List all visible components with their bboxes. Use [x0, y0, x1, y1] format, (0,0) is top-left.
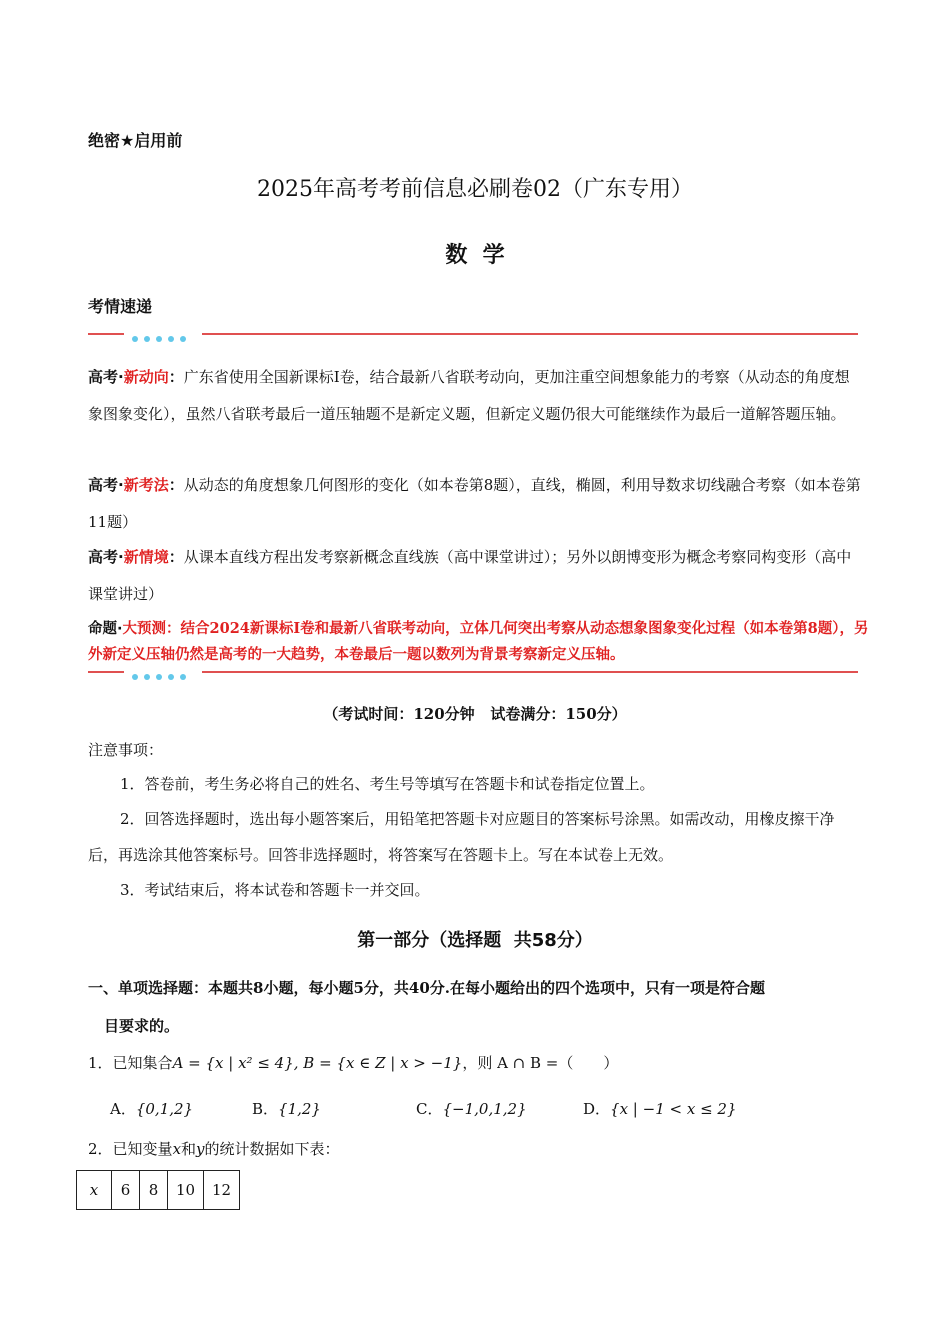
question-1: 1．已知集合A = {x | x² ≤ 4}, B = {x ∈ Z | x > −1}，则 A ∩ B =（ ） [88, 1054, 619, 1072]
q1-option-c[interactable]: C．{−1,0,1,2} [416, 1100, 527, 1118]
q2-data-table [76, 1170, 240, 1210]
subject-title: 数 学 [445, 243, 505, 268]
exam-info: （考试时间：120分钟 试卷满分：150分） [323, 705, 627, 723]
divider-bottom [88, 665, 858, 679]
notice-item-2: 2．回答选择题时，选出每小题答案后，用铅笔把答题卡对应题目的答案标号涂黑。如需改动，用橡皮擦干净后，再选涂其他答案标号。回答非选择题时，将答案写在答题卡上。写在本试卷上无效。 [88, 810, 835, 864]
table-header-cell: x [77, 1171, 112, 1210]
overview-item-new-context: 高考·新情境：从课本直线方程出发考察新概念直线族（高中课堂讲过）；另外以朗博变形为概念考察同构变形（高中课堂讲过） [88, 548, 852, 603]
overview-heading: 考情速递 [88, 297, 153, 316]
q1-option-b[interactable]: B．{1,2} [252, 1100, 321, 1118]
notice-item-1: 1．答卷前，考生务必将自己的姓名、考生号等填写在答题卡和试卷指定位置上。 [120, 775, 655, 793]
section-one-heading-cont: 目要求的。 [104, 1017, 180, 1035]
table-cell: 6 [112, 1171, 140, 1210]
overview-item-new-method: 高考·新考法：从动态的角度想象几何图形的变化（如本卷第8题），直线，椭圆，利用导数求切线融合考察（如本卷第11题） [88, 476, 861, 531]
set-b: , B = {x ∈ Z | x > −1} [293, 1054, 463, 1072]
overview-item-prediction: 命题·大预测：结合2024新课标Ⅰ卷和最新八省联考动向，立体几何突出考察从动态想象图象变化过程（如本卷第8题），另外新定义压轴仍然是高考的一大趋势，本卷最后一题以数列为背景考察新定义压轴。 [88, 620, 869, 663]
divider-top [88, 327, 858, 341]
section-one-heading: 一、单项选择题：本题共8小题，每小题5分，共40分.在每小题给出的四个选项中，只有一项是符合题 [88, 979, 765, 997]
set-a: A = {x | x² ≤ 4} [172, 1054, 294, 1072]
table-cell: 12 [204, 1171, 240, 1210]
table-cell: 10 [168, 1171, 204, 1210]
notice-item-3: 3．考试结束后，将本试卷和答题卡一并交回。 [120, 881, 430, 899]
overview-item-new-trend: 高考·新动向：广东省使用全国新课标Ⅰ卷，结合最新八省联考动向，更加注重空间想象能力的考察（从动态的角度想象图象变化），虽然八省联考最后一道压轴题不是新定义题，但新定义题仍很大可能继续作为最后一道解答题压轴。 [88, 368, 850, 423]
notice-heading: 注意事项： [88, 741, 164, 759]
page-title: 2025年高考考前信息必刷卷02（广东专用） [257, 177, 693, 202]
question-2: 2．已知变量x和y的统计数据如下表： [88, 1140, 340, 1158]
q1-option-a[interactable]: A．{0,1,2} [110, 1100, 194, 1118]
table-row [77, 1171, 240, 1210]
q1-option-d[interactable]: D．{x | −1 < x ≤ 2} [583, 1100, 737, 1118]
table-cell: 8 [140, 1171, 168, 1210]
part1-title: 第一部分（选择题 共58分） [357, 930, 593, 951]
secret-label: 绝密★启用前 [88, 131, 183, 150]
